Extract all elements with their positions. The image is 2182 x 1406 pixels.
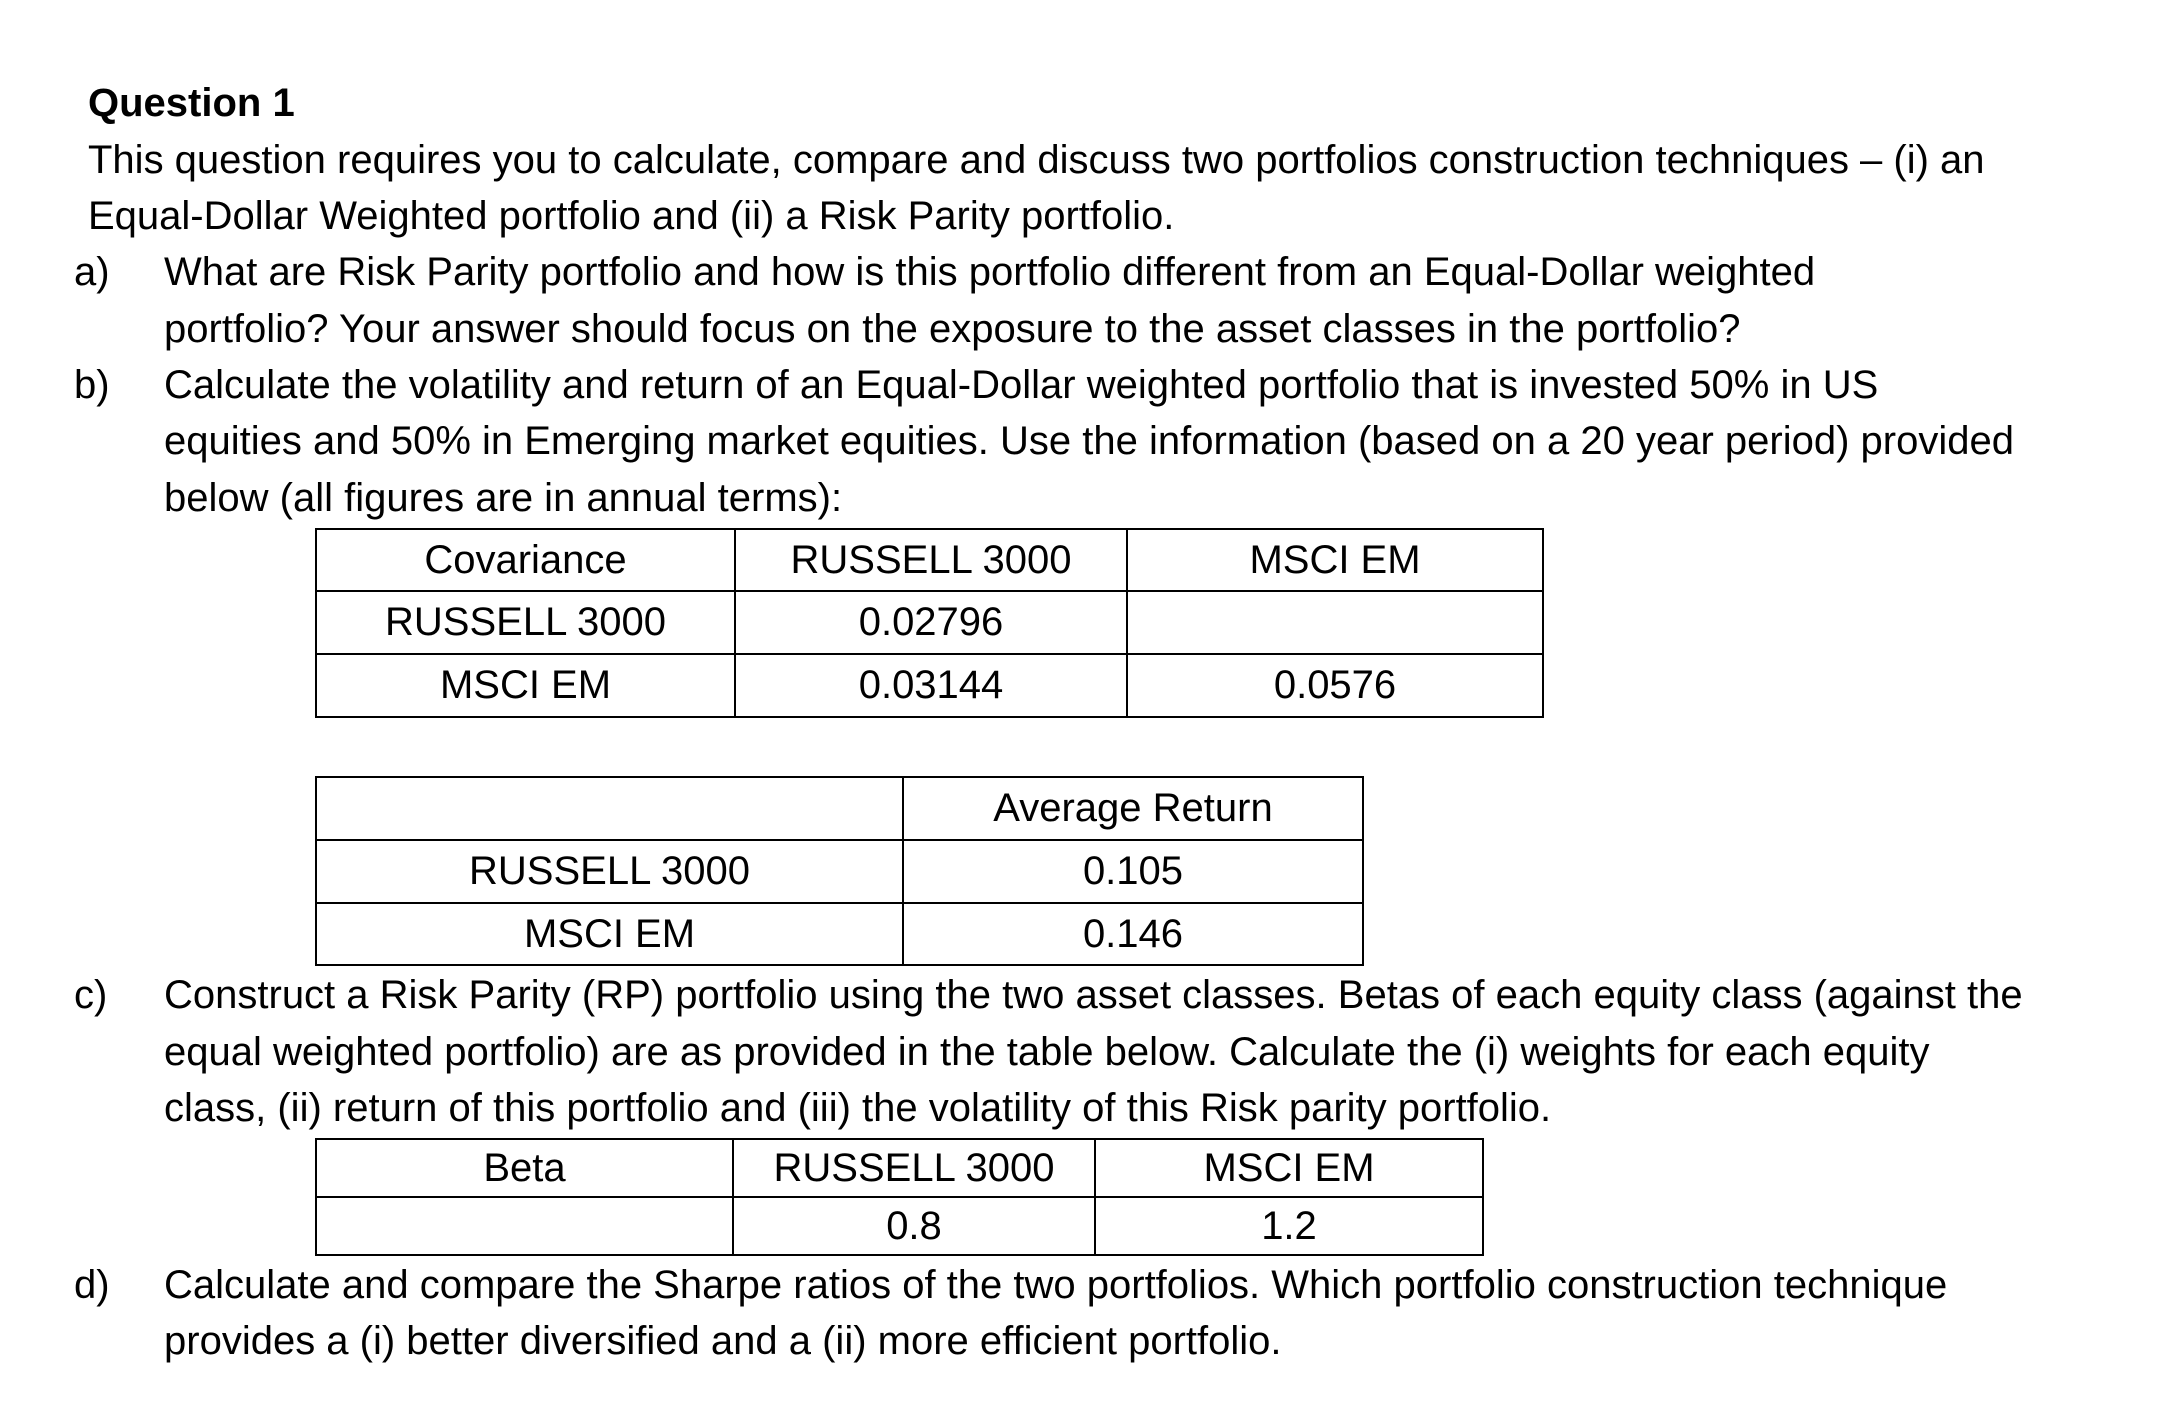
table-header-cell: Beta: [316, 1139, 733, 1197]
part-d-label: d): [74, 1263, 110, 1307]
table-header-cell: MSCI EM: [1095, 1139, 1483, 1197]
table-cell: 0.02796: [735, 591, 1127, 654]
table-cell: 0.0576: [1127, 654, 1543, 717]
table-row: [316, 1139, 1483, 1197]
beta-table: [315, 1138, 1484, 1256]
table-row: [316, 840, 1363, 903]
table-cell: [1127, 591, 1543, 654]
part-b-line-3: below (all figures are in annual terms):: [164, 476, 843, 520]
table-cell: 0.8: [733, 1197, 1095, 1255]
covariance-table: [315, 528, 1544, 718]
table-header-cell: RUSSELL 3000: [733, 1139, 1095, 1197]
part-a-line-1: What are Risk Parity portfolio and how is this portfolio different from an Equal-Dollar weighted: [164, 250, 1816, 294]
table-cell: 0.146: [903, 903, 1363, 965]
question-title: Question 1: [88, 81, 295, 125]
part-c-line-3: class, (ii) return of this portfolio and (iii) the volatility of this Risk parity portfolio.: [164, 1086, 1552, 1130]
table-header-cell: Covariance: [316, 529, 735, 591]
table-cell: [316, 1197, 733, 1255]
table-row: [316, 777, 1363, 840]
table-header-cell: [316, 777, 903, 840]
intro-line-2: Equal-Dollar Weighted portfolio and (ii) a Risk Parity portfolio.: [88, 194, 1175, 238]
table-cell: MSCI EM: [316, 903, 903, 965]
part-b-label: b): [74, 363, 110, 407]
average-return-table: [315, 776, 1364, 966]
table-row: [316, 529, 1543, 591]
table-cell: RUSSELL 3000: [316, 591, 735, 654]
intro-line-1: This question requires you to calculate, compare and discuss two portfolios construction techniques – (i) an: [88, 138, 1985, 182]
table-cell: MSCI EM: [316, 654, 735, 717]
part-a-label: a): [74, 250, 110, 294]
table-row: [316, 1197, 1483, 1255]
table-header-cell: Average Return: [903, 777, 1363, 840]
part-c-label: c): [74, 973, 108, 1017]
part-d-line-2: provides a (i) better diversified and a (ii) more efficient portfolio.: [164, 1319, 1282, 1363]
table-row: [316, 903, 1363, 965]
part-b-line-2: equities and 50% in Emerging market equities. Use the information (based on a 20 year period) provided: [164, 419, 2014, 463]
table-header-cell: MSCI EM: [1127, 529, 1543, 591]
part-d-line-1: Calculate and compare the Sharpe ratios of the two portfolios. Which portfolio construction technique: [164, 1263, 1948, 1307]
table-header-cell: RUSSELL 3000: [735, 529, 1127, 591]
table-row: [316, 591, 1543, 654]
table-cell: 0.03144: [735, 654, 1127, 717]
part-b-line-1: Calculate the volatility and return of an Equal-Dollar weighted portfolio that is invested 50% in US: [164, 363, 1879, 407]
table-row: [316, 654, 1543, 717]
table-cell: RUSSELL 3000: [316, 840, 903, 903]
part-c-line-2: equal weighted portfolio) are as provided in the table below. Calculate the (i) weights for each equity: [164, 1030, 1930, 1074]
table-cell: 1.2: [1095, 1197, 1483, 1255]
part-c-line-1: Construct a Risk Parity (RP) portfolio using the two asset classes. Betas of each equity class (against the: [164, 973, 2023, 1017]
part-a-line-2: portfolio? Your answer should focus on the exposure to the asset classes in the portfolio?: [164, 307, 1741, 351]
table-cell: 0.105: [903, 840, 1363, 903]
